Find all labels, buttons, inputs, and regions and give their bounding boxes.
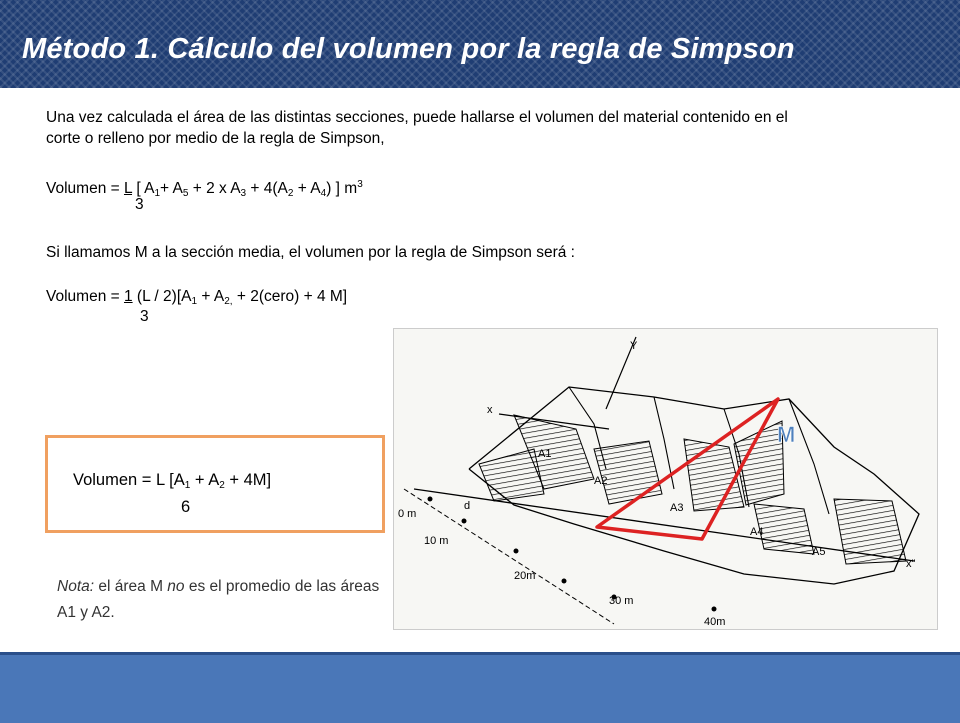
note-part: es el promedio de las áreas A1 y A2. [57, 578, 380, 621]
note-emphasis: no [167, 578, 185, 595]
distance-marker [428, 497, 433, 502]
formula-sub: 1 [154, 188, 160, 199]
result-formula [73, 471, 271, 491]
axis-x-label: x [487, 404, 493, 416]
intro-paragraph: Una vez calculada el área de las distintas secciones, puede hallarse el volumen del material contenido en el corte o relleno por medio de la regla de Simpson, [46, 109, 788, 147]
formula-numerator: 1 [123, 288, 133, 305]
result-formula-denominator: 6 [181, 498, 191, 516]
section-label-A4: A4 [750, 526, 764, 538]
mid-section-formula-denominator: 3 [140, 308, 149, 325]
note-text [57, 574, 387, 626]
formula-lhs: Volumen = [46, 180, 124, 197]
section-A2 [594, 441, 662, 504]
page-title: Método 1. Cálculo del volumen por la regla de Simpson [22, 33, 795, 65]
formula-sub: 2 [219, 480, 225, 491]
formula-sub: 3 [240, 188, 247, 199]
distance-marker [562, 579, 567, 584]
earthwork-diagram-svg [394, 329, 937, 629]
distance-marker [462, 519, 467, 524]
prismoid-edge [789, 399, 829, 514]
result-formula-box [45, 435, 385, 533]
simpson-formula [46, 174, 363, 204]
formula-sub: 4 [320, 188, 327, 199]
formula-lhs: Volumen = [46, 288, 124, 305]
section-label-A2: A2 [594, 475, 608, 487]
note-label: Nota: [57, 578, 95, 595]
formula-part: + 4(A [246, 180, 288, 197]
distance-line [404, 489, 614, 624]
section-A1-left [479, 449, 544, 501]
formula-part: + 2(cero) + 4 M] [232, 288, 348, 305]
formula-part: + A [197, 288, 225, 305]
distance-marker [712, 607, 717, 612]
distance-label-20: 20m [514, 570, 536, 582]
formula-part: (L / 2)[A [132, 288, 192, 305]
axis-x2-label: x" [906, 558, 916, 570]
section-label-A1: A1 [538, 448, 552, 460]
section-label-A3: A3 [670, 502, 684, 514]
formula-part: + A [190, 471, 220, 489]
distance-d-label: d [464, 500, 471, 512]
section-label-A5: A5 [812, 546, 826, 558]
formula-sub: 2 [287, 188, 294, 199]
note-part: el área M [94, 578, 168, 595]
mid-section-formula [46, 286, 347, 312]
section-A5 [834, 499, 906, 564]
formula-sub: 5 [182, 188, 189, 199]
distance-label-40: 40m [704, 616, 726, 628]
footer-bar [0, 652, 960, 723]
formula-sub: 2, [224, 296, 233, 307]
mid-section-paragraph: Si llamamos M a la sección media, el volumen por la regla de Simpson será : [46, 244, 575, 261]
formula-part: Volumen = L [A [73, 471, 185, 489]
earthwork-diagram [393, 328, 938, 630]
formula-exponent: 3 [357, 179, 363, 190]
distance-label-30: 30 m [609, 595, 634, 607]
formula-part: + 4M] [224, 471, 272, 489]
formula-part: ) ] m [326, 180, 358, 197]
distance-label-0: 0 m [398, 508, 417, 520]
formula-sub: 1 [191, 296, 198, 307]
formula-part: + A [160, 180, 183, 197]
axis-y-label: Y [630, 340, 638, 352]
header-bar [0, 0, 960, 88]
formula-numerator: L [123, 180, 133, 197]
formula-part: + A [293, 180, 321, 197]
formula-part: + 2 x A [188, 180, 241, 197]
distance-label-10: 10 m [424, 535, 449, 547]
formula-part: [ A [132, 180, 155, 197]
section-M-label: M [777, 422, 796, 447]
formula-sub: 1 [184, 480, 191, 491]
distance-marker [514, 549, 519, 554]
simpson-formula-denominator: 3 [135, 196, 144, 213]
